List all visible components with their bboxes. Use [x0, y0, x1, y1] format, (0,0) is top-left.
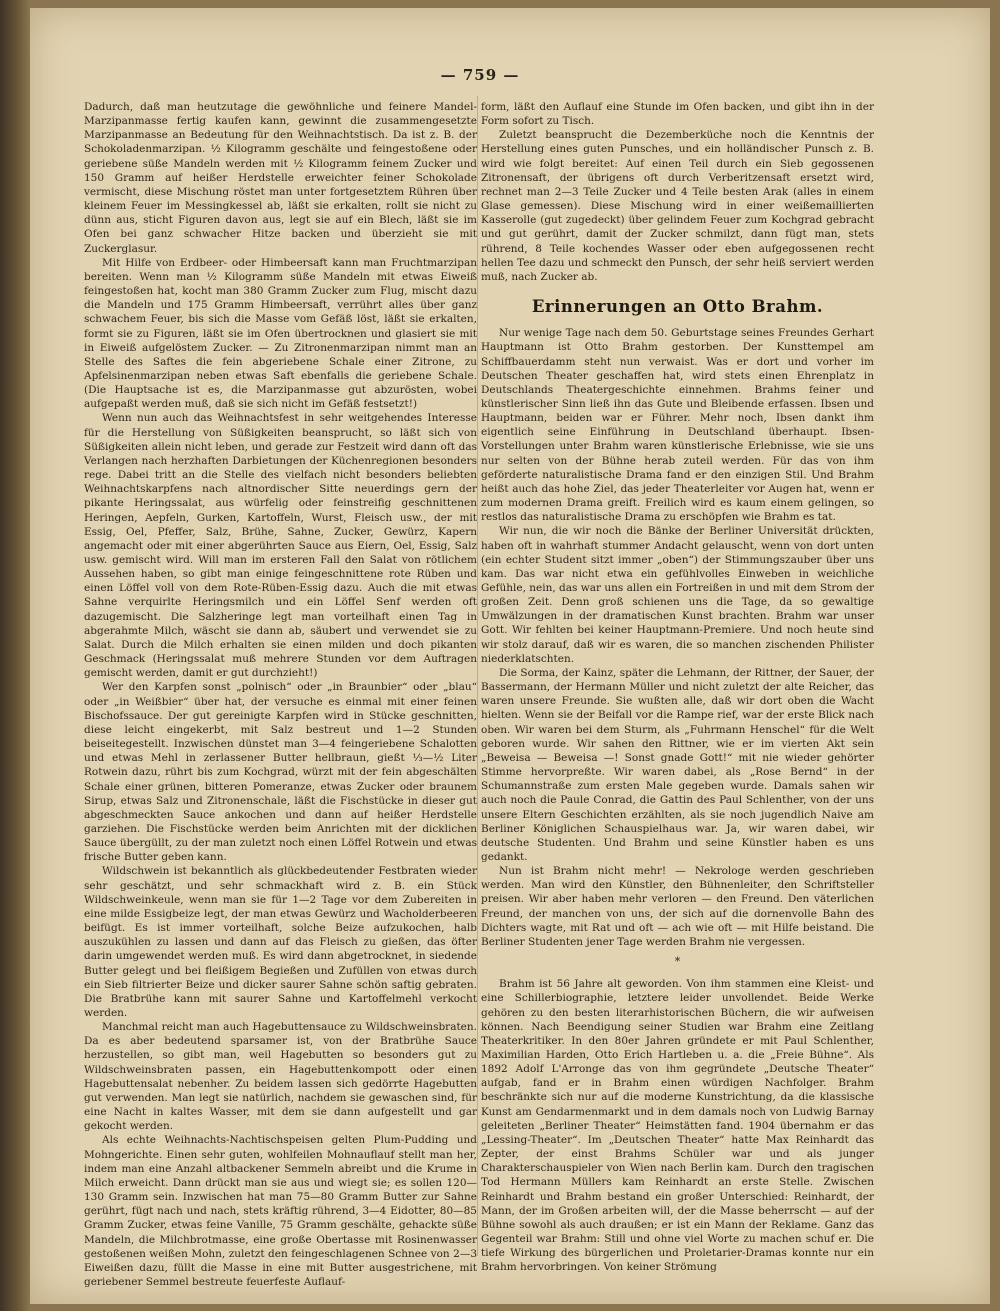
paragraph: form, läßt den Auflauf eine Stunde im Ofen backen, und gibt ihn in der Form sofort zu Tisch.: [481, 101, 874, 128]
paragraph: Wenn nun auch das Weihnachtsfest in sehr weitgehendes Interesse für die Herstellung von Süßigkeiten beansprucht, so läßt sich von Süßigkeiten allein nicht leben, und gerade zur Festzeit wird dann oft das Verlangen nach herzhaften Darbietungen der Küchenregionen besonders rege. Dabei tritt an die Stelle des vielfach nicht besonders beliebten Weihnachtskarpfens nach altnordischer Sitte neuerdings gern der pikante Heringssalat, aus würfelig oder feinstreifig geschnittenen Heringen, Aepfeln, Gurken, Kartoffeln, Wurst, Fleisch usw., der mit Essig, Oel, Pfeffer, Salz, Brühe, Sahne, Zucker, Gewürz, Kapern angemacht oder mit einer abgerührten Sauce aus Eiern, Oel, Essig, Salz usw. gemischt wird. Will man im ersteren Fall den Salat von rötlichem Aussehen haben, so gibt man einige feingeschnittene rote Rüben und einen Löffel voll von dem Rote-Rüben-Essig dazu. Auch die mit etwas Sahne verquirlte Heringsmilch und ein Löffel Senf werden oft dazugemischt. Die Salzheringe legt man vorteilhaft einen Tag in abgerahmte Milch, wäscht sie dann ab, säubert und verwendet sie zu Salat. Durch die Milch erhalten sie einen milden und doch pikanten Geschmack (Heringssalat muß mehrere Stunden vor dem Auftragen gemischt werden, damit er gut durchzieht!): [84, 412, 477, 680]
paragraph: Brahm ist 56 Jahre alt geworden. Von ihm stammen eine Kleist- und eine Schillerbiographie, letztere leider unvollendet. Beide Werke gehören zu den besten literarhistorischen Büchern, die wir aufweisen können. Nach Beendigung seiner Studien war Brahm eine Zeitlang Theaterkritiker. In den 80er Jahren gründete er mit Paul Schlenther, Maximilian Harden, Otto Erich Hartleben u. a. die „Freie Bühne“. Als 1892 Adolf L'Arronge das von ihm gegründete „Deutsche Theater“ aufgab, fand er in Brahm einen würdigen Nachfolger. Brahm beschränkte sich nur auf die moderne Kunstrichtung, da die klassische Kunst am Gendarmenmarkt und in dem damals noch von Ludwig Barnay geleiteten „Berliner Theater“ Heimstätten fand. 1904 übernahm er das „Lessing-Theater“. Im „Deutschen Theater“ hatte Max Reinhardt das Zepter, der einst Brahms Schüler war und als junger Charakterschauspieler von Wien nach Berlin kam. Durch den tragischen Tod Hermann Müllers kam Reinhardt an erste Stelle. Zwischen Reinhardt und Brahm bestand ein großer Unterschied: Reinhardt, der Mann, der im Großen arbeiten will, der die Masse beherrscht — auf der Bühne sowohl als auch draußen; er ist ein Mann der Reklame. Ganz das Gegenteil war Brahm: Still und ohne viel Worte zu machen schuf er. Die tiefe Wirkung des bürgerlichen und Proletarier-Dramas konnte nur ein Brahm hervorbringen. Von keiner Strömung: [481, 978, 874, 1274]
column-rule: [477, 96, 478, 1256]
paragraph: Wir nun, die wir noch die Bänke der Berliner Universität drückten, haben oft in wahrhaft stummer Andacht gelauscht, wenn von dort unten (ein echter Student sitzt immer „oben“) der Stimmungszauber über uns kam. Das war nicht etwa ein gefühlvolles Einweben in weichliche Gefühle, nein, das war uns allen ein Fortreißen in und mit dem Strom der großen Zeit. Denn groß schienen uns die Tage, da so gewaltige Umwälzungen in der dramatischen Kunst brachten. Brahm war unser Gott. Wir fehlten bei keiner Hauptmann-Premiere. Und noch heute sind wir stolz darauf, daß wir es waren, die so manchen zischenden Philister niederklatschten.: [481, 525, 874, 665]
paragraph: Mit Hilfe von Erdbeer- oder Himbeersaft kann man Fruchtmarzipan bereiten. Wenn man ½ Kilogramm süße Mandeln mit etwas Eiweiß feingestoßen hat, kocht man 380 Gramm Zucker zum Flug, mischt dazu die Mandeln und 175 Gramm Himbeersaft, verrührt alles über ganz schwachem Feuer, bis sich die Masse vom Gefäß löst, läßt sie erkalten, formt sie zu Figuren, läßt sie im Ofen übertrocknen und glasiert sie mit in Eiweiß aufgelöstem Zucker. — Zu Zitronenmarzipan nimmt man an Stelle des Saftes die fein abgeriebene Schale einer Zitrone, zu Apfelsinenmarzipan neben etwas Saft ebenfalls die geriebene Schale. (Die Hauptsache ist es, die Marzipanmasse gut abzurösten, wobei aufgepaßt werden muß, daß sie sich nicht im Gefäß festsetzt!): [84, 256, 477, 411]
page-number: — 759 —: [440, 66, 520, 84]
paragraph: Die Sorma, der Kainz, später die Lehmann, der Rittner, der Sauer, der Bassermann, der Hermann Müller und nicht zuletzt der alte Reicher, das waren unsere Freunde. Sie wußten alle, daß wir dort oben die Wacht hielten. Wenn sie der Beifall vor die Rampe rief, war der erste Blick nach oben. Wir waren bei dem Sturm, als „Fuhrmann Henschel“ für die Welt geboren wurde. Wir sahen den Rittner, wie er im vierten Akt sein „Beweisa — Beweisa —! Sonst gnade Gott!“ mit nie wieder gehörter Stimme hervorpreßte. Wir waren dabei, als „Rose Bernd“ in der Schumannstraße zum ersten Male gegeben wurde. Damals sahen wir auch noch die Paule Conrad, die Gattin des Paul Schlenther, von der uns unsere Eltern Geschichten erzählten, als sie noch jugendlich Naive am Berliner Königlichen Schauspielhaus war. Ja, wir waren dabei, wir deutsche Studenten. Und Brahm und seine Künstler haben es uns gedankt.: [481, 666, 874, 863]
left-column: [84, 100, 477, 1289]
recipe-continuation: [481, 100, 874, 284]
article-heading: Erinnerungen an Otto Brahm.: [531, 297, 824, 317]
paragraph: Nur wenige Tage nach dem 50. Geburtstage seines Freundes Gerhart Hauptmann ist Otto Brahm gestorben. Der Kunsttempel am Schiffbauerdamm steht nun verwaist. Was er dort und vorher im Deutschen Theater geschaffen hat, wird stets einen Ehrenplatz in Deutschlands Theatergeschichte einnehmen. Brahms feiner und künstlerischer Sinn ließ ihn das Gute und Bleibende erfassen. Ibsen und Hauptmann, beiden war er Führer. Mehr noch, Ibsen dankt ihm eigentlich seine Einführung in Deutschland überhaupt. Ibsen-Vorstellungen unter Brahm waren künstlerische Erlebnisse, wie sie uns nur selten von der Bühne herab zuteil werden. Für das von ihm geförderte naturalistische Drama fand er den einzigen Stil. Und Brahm heißt auch das hohe Ziel, das jeder Theaterleiter vor Augen hat, wenn er zum modernen Drama greift. Freilich wird es kaum einem gelingen, so restlos das naturalistische Drama zu erschöpfen wie Brahm es tat.: [481, 327, 874, 524]
paragraph: Dadurch, daß man heutzutage die gewöhnliche und feinere Mandel-Marzipanmasse fertig kaufen kann, gewinnt die zusammengesetzte Marzipanmasse an Bedeutung für den Weihnachtstisch. Da ist z. B. der Schokoladenmarzipan. ½ Kilogramm geschälte und feingestoßene oder geriebene süße Mandeln werden mit ½ Kilogramm feinem Zucker und 150 Gramm auf heißer Herdstelle erweichter feiner Schokolade vermischt, diese Mischung röstet man unter fortgesetztem Rühren über kleinem Feuer im Messingkessel ab, läßt sie erkalten, rollt sie nicht zu dünn aus, sticht Figuren davon aus, legt sie auf ein Blech, läßt sie im Ofen bei ganz schwacher Hitze backen und überzieht sie mit Zuckerglasur.: [84, 101, 477, 255]
section-separator: *: [674, 955, 681, 969]
paragraph: Manchmal reicht man auch Hagebuttensauce zu Wildschweinsbraten. Da es aber bedeutend sparsamer ist, von der Bratbrühe Sauce herzustellen, so gibt man, weil Hagebutten so besonders gut zu Wildschweinsbraten passen, ein Hagebuttenkompott oder einen Hagebuttensalat nebenher. Zu beidem lassen sich gedörrte Hagebutten gut verwenden. Man legt sie natürlich, nachdem sie gewaschen sind, für eine Nacht in kaltes Wasser, mit dem sie dann aufgestellt und gar gekocht werden.: [84, 1021, 477, 1133]
paragraph: Nun ist Brahm nicht mehr! — Nekrologe werden geschrieben werden. Man wird den Künstler, den Bühnenleiter, den Schriftsteller preisen. Wir aber haben mehr verloren — den Freund. Den väterlichen Freund, der manchen von uns, der sich auf die dornenvolle Bahn des Dichters wagte, mit Rat und oft — ach wie oft — mit Hilfe beistand. Die Berliner Studenten jener Tage werden Brahm nie vergessen.: [481, 865, 874, 948]
paragraph: Zuletzt beansprucht die Dezemberküche noch die Kenntnis der Herstellung eines guten Punsches, und ein holländischer Punsch z. B. wird wie folgt bereitet: Auf einen Teil durch ein Sieb gegossenen Zitronensaft, der übrigens oft durch Verberitzensaft ersetzt wird, rechnet man 2—3 Teile Zucker und 4 Teile besten Arak (alles in einem Glase gemessen). Diese Mischung wird in einer weißemaillierten Kasserolle (gut zugedeckt) über gelindem Feuer zum Kochgrad gebracht und gut gerührt, damit der Zucker schmilzt, dann fügt man, stets rührend, 8 Teile kochendes Wasser oder eben aufgegossenen recht hellen Tee dazu und schmeckt den Punsch, der sehr heiß serviert werden muß, nach Zucker ab.: [481, 129, 874, 283]
right-column: [481, 100, 874, 1275]
book-binding: [0, 0, 30, 1311]
paragraph: Wer den Karpfen sonst „polnisch“ oder „in Braunbier“ oder „blau“ oder „in Weißbier“ über hat, der versuche es einmal mit einer feinen Bischofssauce. Der gut gereinigte Karpfen wird in Stücke geschnitten, diese leicht eingekerbt, mit Salz bestreut und 1—2 Stunden beiseitegestellt. Inzwischen dünstet man 3—4 feingeriebene Schalotten und etwas Mehl in zerlassener Butter hellbraun, gießt ⅓—½ Liter Rotwein dazu, rührt bis zum Kochgrad, würzt mit der fein abgeschälten Schale einer grünen, bitteren Pomeranze, etwas Zucker oder braunem Sirup, etwas Salz und Zitronenschale, läßt die Fischstücke in dieser gut abgeschmeckten Sauce ankochen und dann auf heißer Herdstelle garziehen. Die Fischstücke werden beim Anrichten mit der dicklichen Sauce übergüllt, zu der man zuletzt noch einen Löffel Rotwein und etwas frische Butter geben kann.: [84, 681, 477, 864]
paragraph: Wildschwein ist bekanntlich als glückbedeutender Festbraten wieder sehr geschätzt, und sehr schmackhaft wird z. B. ein Stück Wildschweinkeule, wenn man sie für 1—2 Tage vor dem Zubereiten in eine milde Essigbeize legt, der man etwas Gewürz und Wacholderbeeren beifügt. Es ist immer vorteilhaft, solche Beize aufzukochen, halb auszukühlen zu lassen und dann auf das Fleisch zu gießen, das öfter darin umgewendet werden muß. Es wird dann abgetrocknet, in siedende Butter gelegt und bei fleißigem Begießen und Zufüllen von etwas durch ein Sieb filtrierter Beize und dicker saurer Sahne schön saftig gebraten. Die Bratbrühe kann mit saurer Sahne und Kartoffelmehl verkocht werden.: [84, 865, 477, 1019]
paragraph: Als echte Weihnachts-Nachtischspeisen gelten Plum-Pudding und Mohngerichte. Einen sehr guten, wohlfeilen Mohnauflauf stellt man her, indem man eine Anzahl altbackener Semmeln abreibt und die Krume in Milch erweicht. Dann drückt man sie aus und wiegt sie; es sollen 120—130 Gramm sein. Inzwischen hat man 75—80 Gramm Butter zur Sahne gerührt, fügt nach und nach, stets kräftig rührend, 3—4 Eidotter, 80—85 Gramm Zucker, etwas feine Vanille, 75 Gramm geschälte, gehackte süße Mandeln, die Milchbrotmasse, eine große Obertasse mit Rosinenwasser gestoßenen weißen Mohn, zuletzt den feingeschlagenen Schnee von 2—3 Eiweißen dazu, füllt die Masse in eine mit Butter ausgestrichene, mit geriebener Semmel bestreute feuerfeste Auflauf-: [84, 1134, 477, 1288]
